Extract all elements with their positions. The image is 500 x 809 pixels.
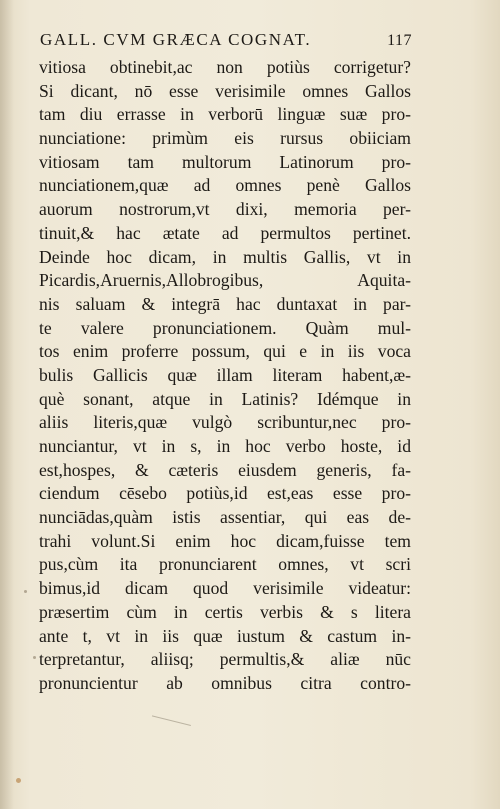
text-line: nunciantur, vt in s, in hoc verbo hoste, id <box>39 436 411 456</box>
text-line: nis saluam & integrā hac duntaxat in par- <box>39 293 411 314</box>
text-line: præsertim cùm in certis verbis & s litera <box>39 601 411 622</box>
text-line: te valere pronunciationem. Quàm mul- <box>39 317 411 338</box>
text-line: tam diu errasse in verborū linguæ suæ pro- <box>39 104 411 125</box>
text-line: nunciādas,quàm istis assentiar, qui eas de- <box>39 507 411 528</box>
text-line: bimus,id dicam quod verisimile videatur: <box>39 578 411 599</box>
text-line: tinuit,& hac ætate ad permultos pertinet. <box>39 222 411 243</box>
text-line: tos enim proferre possum, qui e in iis voca <box>39 341 411 362</box>
running-head: GALL. CVM GRÆCA COGNAT. <box>40 30 312 49</box>
text-line: aliis literis,quæ vulgò scribuntur,nec pro- <box>39 412 411 433</box>
text-line: nunciationem,quæ ad omnes penè Gallos <box>39 175 411 196</box>
text-line: què sonant, atque in Latinis? Idémque in <box>39 388 411 409</box>
gutter-shadow <box>0 0 14 809</box>
text-line: vitiosam tam multorum Latinorum pro- <box>39 151 411 172</box>
text-line: nunciatione: primùm eis rursus obiiciam <box>39 128 411 149</box>
ink-speck <box>24 590 27 593</box>
page-number: 117 <box>387 32 412 49</box>
text-line: terpretantur, aliisq; permultis,& aliæ nūc <box>39 649 411 670</box>
text-line: Picardis,Aruernis,Allobrogibus, Aquita- <box>39 270 411 291</box>
page-header <box>40 30 412 56</box>
ink-speck <box>33 656 36 659</box>
ink-speck <box>16 778 21 783</box>
body-text <box>39 56 411 696</box>
text-line: pus,cùm ita pronunciarent omnes, vt scri <box>39 554 411 575</box>
text-line: bulis Gallicis quæ illam literam habent,æ- <box>39 364 411 385</box>
text-line: vitiosa obtinebit,ac non potiùs corrigetur? <box>39 57 411 77</box>
text-line: auorum nostrorum,vt dixi, memoria per- <box>39 199 411 220</box>
text-line: trahi volunt.Si enim hoc dicam,fuisse tem <box>39 530 411 551</box>
text-line: est,hospes, & cæteris eiusdem generis, fa- <box>39 459 411 480</box>
text-line: ciendum cēsebo potiùs,id est,eas esse pro- <box>39 483 411 504</box>
text-line: pronuncientur ab omnibus citra contro- <box>39 672 411 693</box>
text-line: Deinde hoc dicam, in multis Gallis, vt in <box>39 246 411 267</box>
show-through-mark <box>149 715 191 737</box>
text-line: ante t, vt in iis quæ iustum & castum in- <box>39 625 411 646</box>
text-line: Si dicant, nō esse verisimile omnes Gallos <box>39 80 411 101</box>
